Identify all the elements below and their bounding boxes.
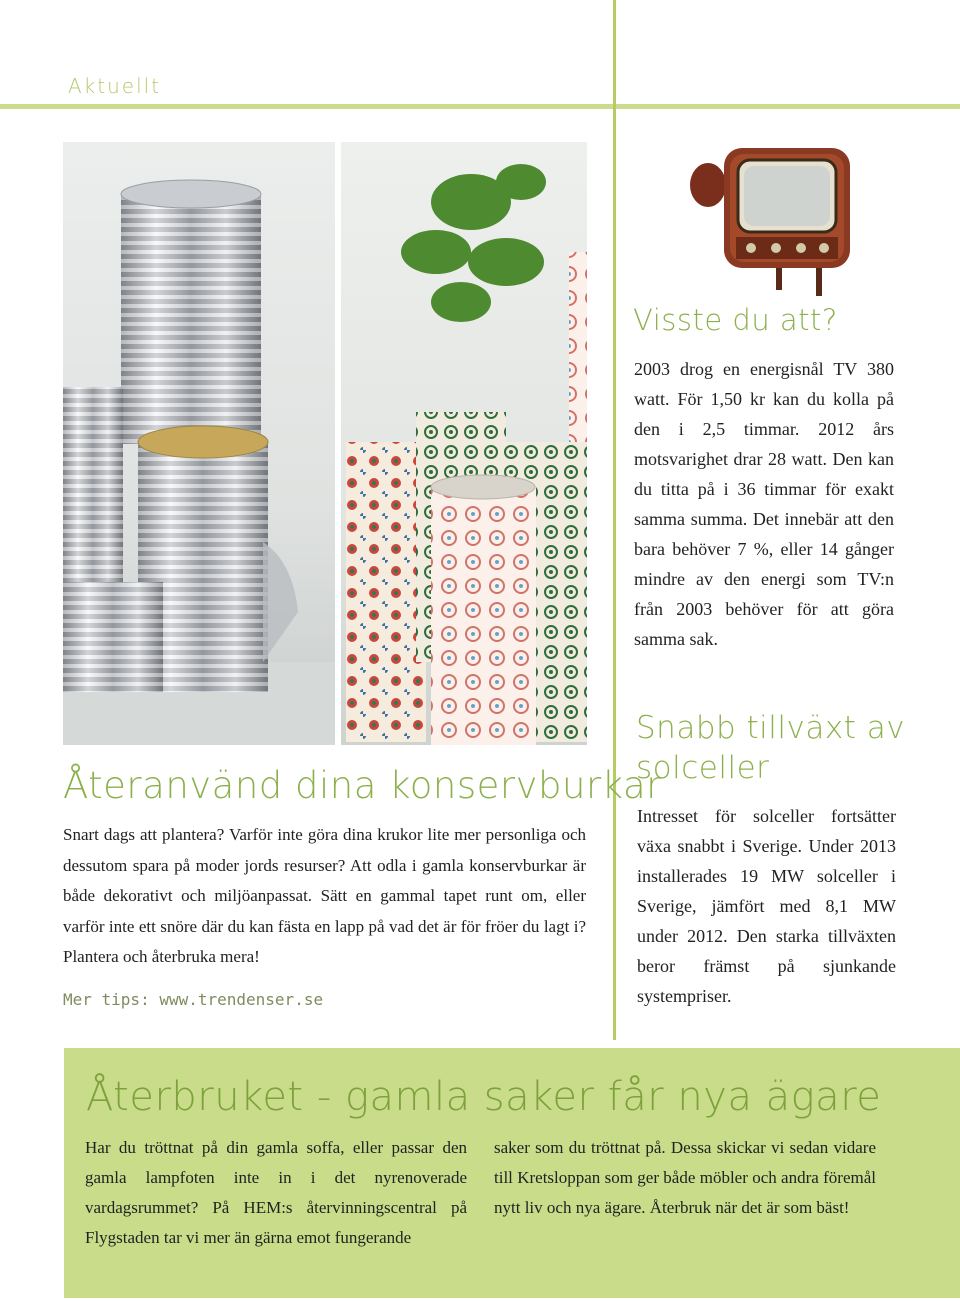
- header-divider: [0, 104, 960, 109]
- column-divider: [613, 0, 616, 1040]
- solar-body: Intresset för solceller fortsätter växa snabbt i Sverige. Under 2013 installerades 19 MW solceller i Sverige, jämfört med 8,1 MW under 2012. Den starka tillväxten beror främst på sjunkande systempriser.: [637, 806, 896, 1006]
- feature-col-1: Har du tröttnat på din gamla soffa, eller passar den gamla lampfoten inte in i det nyrenoverade vardagsrummet? På HEM:s återvinningscentral på Flygstaden tar vi mer än gärna emot fungerande: [85, 1138, 467, 1247]
- tips-link[interactable]: Mer tips: www.trendenser.se: [63, 990, 324, 1009]
- feature-col-2: saker som du tröttnat på. Dessa skickar vi sedan vidare till Kretsloppan som ger både möbler och andra föremål nytt liv och nya ägare. Återbruk när det är som bäst!: [494, 1138, 876, 1217]
- feature-title: Återbruket - gamla saker får nya ägare: [86, 1074, 882, 1120]
- solar-title: Snabb tillväxt av solceller: [636, 710, 906, 786]
- section-label: Aktuellt: [68, 74, 162, 98]
- retro-tv-image: [676, 140, 856, 300]
- tin-cans-photo: [63, 142, 335, 745]
- patterned-cans-photo: [341, 142, 587, 745]
- cans-article-body: Snart dags att plantera? Varför inte göra dina krukor lite mer personliga och dessutom spara på moder jords resurser? Att odla i gamla konservburkar är både dekorativt och miljöanpassat. Sätt en gammal tapet runt om, eller varför inte ett snöre där du kan fästa en lapp på vad det är för fröer du lagt i? Plantera och återbruka mera!: [63, 825, 586, 966]
- did-you-know-body: 2003 drog en energisnål TV 380 watt. För 1,50 kr kan du kolla på den i 2,5 timmar. 2012 års motsvarighet drar 28 watt. Den kan du titta på i 36 timmar för exakt samma summa. Det innebär att den bara behöver 7 %, eller 14 gånger mindre av den energi som TV:n från 2003 behöver för att göra samma sak.: [634, 359, 894, 649]
- cans-article-title: Återanvänd dina konservburkar: [63, 764, 662, 807]
- did-you-know-title: Visste du att?: [633, 303, 838, 337]
